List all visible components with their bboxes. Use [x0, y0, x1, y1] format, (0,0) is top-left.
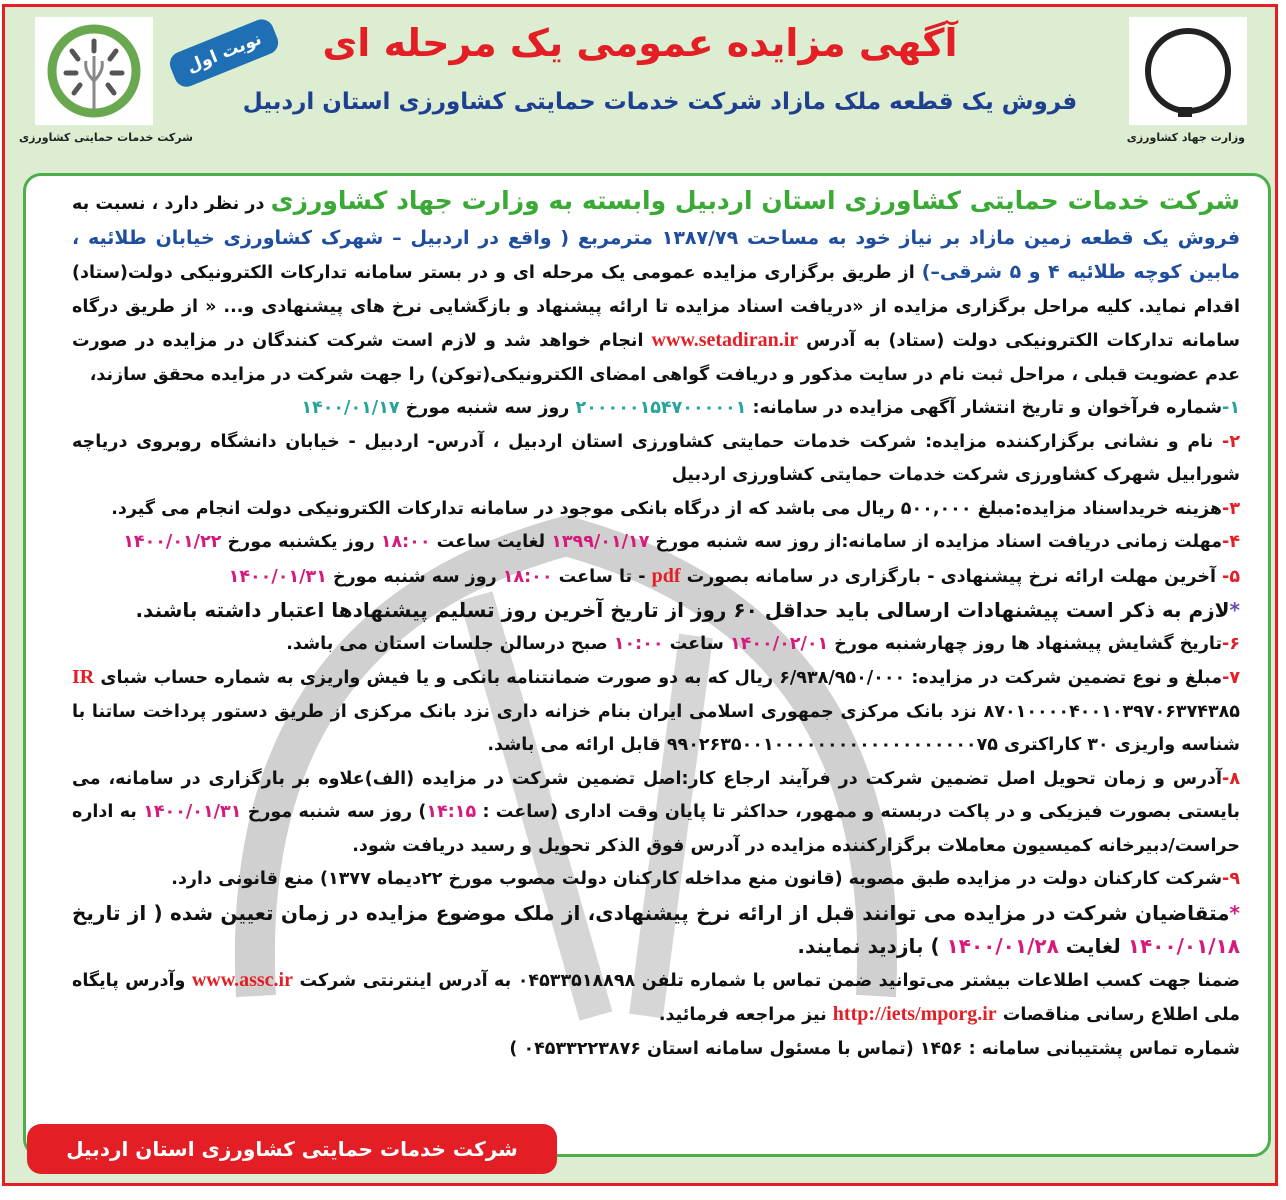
item-4	[72, 526, 1240, 560]
item-5	[72, 560, 1240, 595]
item-number: ۲-	[1222, 431, 1240, 452]
item-number: ۳-	[1222, 498, 1240, 519]
opening-date: ۱۴۰۰/۰۲/۰۱	[729, 633, 829, 654]
deadline-date: ۱۴۰۰/۰۱/۳۱	[228, 566, 327, 587]
item-number: ۷-	[1222, 668, 1241, 688]
item-text: شماره فرآخوان و تاریخ انتشار آگهی مزایده در سامانه:	[746, 398, 1223, 418]
contact-text: وآدرس پایگاه ملی اطلاع رسانی مناقصات	[72, 970, 1240, 1025]
notice-text	[72, 184, 1240, 1066]
item-text: مبلغ و نوع تضمین شرکت در مزایده: ۶/۹۳۸/۹۵۰/۰۰۰ ریال که به دو صورت ضمانتنامه بانکی و یا فیش واریزی به شماره حساب شبای	[94, 668, 1223, 688]
call-number: ۲۰۰۰۰۰۱۵۴۷۰۰۰۰۰۱	[575, 398, 747, 418]
delivery-date: ۱۴۰۰/۰۱/۳۱	[143, 802, 242, 822]
validity-note	[72, 594, 1240, 628]
item-2	[72, 426, 1240, 493]
company-heading: شرکت خدمات حمایتی کشاورزی استان اردبیل وابسته به وزارت جهاد کشاورزی	[270, 186, 1240, 215]
item-text: هزینه خریداسناد مزایده:مبلغ ۵۰۰,۰۰۰ ریال می باشد که از درگاه بانکی موجود در سامانه تدارکات الکترونیکی دولت انجام می گیرد.	[111, 498, 1223, 519]
item-6	[72, 628, 1240, 662]
setadiran-link[interactable]: www.setadiran.ir	[651, 329, 799, 351]
page-subtitle: فروش یک قطعه ملک مازاد شرکت خدمات حمایتی کشاورزی استان اردبیل	[242, 89, 1078, 115]
deadline-time: ۱۸:۰۰	[502, 566, 553, 587]
page-title: آگهی مزایده عمومی یک مرحله ای	[322, 21, 958, 65]
contact-text: ضمنا جهت کسب اطلاعات بیشتر می‌توانید ضمن تماس با شماره تلفن ۰۴۵۳۳۵۱۸۸۹۸ به آدرس اینترنتی شرکت	[292, 970, 1240, 991]
item-number: ۸-	[1222, 768, 1240, 789]
contact-text: نیز مراجعه فرمائید.	[658, 1005, 833, 1025]
opening-time: ۱۰:۰۰	[613, 633, 664, 654]
right-logo-caption: وزارت جهاد کشاورزی	[1126, 131, 1245, 144]
note-text: لازم به ذکر است پیشنهادات ارسالی باید حداقل ۶۰ روز از تاریخ آخرین روز تسلیم پیشنهادها اعتبار داشته باشند.	[135, 598, 1230, 622]
iban-prefix: IR	[72, 666, 95, 688]
visit-start-date: ۱۴۰۰/۰۱/۱۸	[1127, 934, 1240, 958]
item-text: نام و نشانی برگزارکننده مزایده: شرکت خدمات حمایتی کشاورزی استان اردبیل ، آدرس- اردبیل - خیابان دانشگاه روبروی دریاچه شورابیل شهرک کشاورزی شرکت خدمات حمایتی کشاورزی اردبیل	[72, 431, 1240, 485]
item-text: روز سه شنبه مورخ	[399, 398, 576, 418]
item-text: به اداره حراست/دبیرخانه کمیسیون معاملات برگزارکننده مزایده در آدرس فوق الذکر تحویل و رسید دریافت شود.	[72, 802, 1240, 856]
item-number: ۶-	[1222, 633, 1240, 654]
item-text: - تا ساعت	[552, 566, 652, 587]
note-text: لغایت	[1058, 934, 1128, 958]
support-contact: شماره تماس پشتیبانی سامانه : ۱۴۵۶ (تماس با مسئول سامانه استان ۰۴۵۳۳۲۲۳۸۷۶ )	[509, 1038, 1240, 1059]
iets-link[interactable]: http://iets/mporg.ir	[832, 1003, 997, 1025]
item-text: روز سه شنبه مورخ	[326, 566, 503, 587]
publish-date: ۱۴۰۰/۰۱/۱۷	[301, 398, 400, 418]
note-text: متقاضیان شرکت در مزایده می توانند قبل از ارائه نرخ پیشنهادی، از ملک موضوع مزایده در زمان تعیین شده ( از تاریخ	[72, 900, 1230, 925]
left-logo-caption: شرکت خدمات حمایتی کشاورزی	[19, 131, 193, 144]
delivery-time: ۱۴:۱۵	[426, 802, 477, 822]
item-text: مهلت زمانی دریافت اسناد مزایده از سامانه:از روز سه شنبه مورخ	[649, 532, 1223, 552]
visit-note	[72, 897, 1240, 964]
first-notice-badge: نوبت اول	[166, 16, 282, 91]
footer-company-banner: شرکت خدمات حمایتی کشاورزی استان اردبیل	[27, 1124, 557, 1174]
jihad-agriculture-logo	[1129, 17, 1247, 125]
intro-paragraph	[72, 184, 1240, 392]
pdf-format: pdf	[651, 564, 681, 587]
star-icon: *	[1229, 900, 1240, 925]
item-text: آدرس و زمان تحویل اصل تضمین شرکت در فرآیند ارجاع کار:اصل تضمین شرکت در مزایده (الف)علاوه بر بارگزاری در سامانه، می بایستی بصورت فیزیکی و در پاکت دربسته و ممهور، حداکثر تا پایان وقت اداری (ساعت :	[72, 768, 1240, 822]
intro-text: از طریق برگزاری مزایده عمومی یک مرحله ای و در بستر سامانه تدارکات الکترونیکی دولت(ستاد) اقدام نماید. کلیه مراحل برگزاری مزایده از «دریافت اسناد مزایده تا ارائه پیشنهاد و بازگشایی نرخ های پیشنهادی و... « از طریق درگاه سامانه تدارکات الکترونیکی دولت (ستاد) به آدرس	[72, 263, 1240, 351]
item-8	[72, 763, 1240, 864]
notice-body	[23, 173, 1271, 1157]
advertisement	[2, 4, 1278, 1186]
item-text: آخرین مهلت ارائه نرخ پیشنهادی - بارگزاری در سامانه بصورت	[680, 566, 1223, 587]
item-number: ۵-	[1222, 566, 1240, 587]
deadline-time: ۱۸:۰۰	[380, 532, 431, 552]
item-text: شرکت کارکنان دولت در مزایده طبق مصوبه (قانون منع مداخله کارکنان دولت مصوب مورخ ۲۲دیماه ۱۳۷۷) منع قانونی دارد.	[171, 869, 1223, 889]
item-9	[72, 863, 1240, 897]
item-text: ۸۷۰۱۰۰۰۰۴۰۰۱۰۳۹۷۰۶۳۷۴۳۸۵ نزد بانک مرکزی جمهوری اسلامی ایران بنام خزانه داری نزد بانک مرکزی از طریق دستور پرداخت ساتنا با شناسه واریزی ۳۰ کاراکتری ۹۹۰۲۶۳۵۰۰۱۰۰۰۰۰۰۰۰۰۰۰۰۰۰۰۰۰۰۰۷۵ قابل ارائه می باشد.	[72, 701, 1240, 755]
assc-link[interactable]: www.assc.ir	[191, 968, 293, 991]
item-text: روز یکشنبه مورخ	[221, 532, 381, 552]
start-date: ۱۳۹۹/۰۱/۱۷	[551, 532, 650, 552]
item-text: صبح درسالن جلسات استان می باشد.	[286, 633, 614, 654]
visit-end-date: ۱۴۰۰/۰۱/۲۸	[946, 934, 1059, 958]
intro-text: در نظر دارد ، نسبت به	[72, 194, 271, 214]
item-text: لغایت ساعت	[430, 532, 552, 552]
item-number: ۴-	[1222, 532, 1240, 552]
item-text: ) روز سه شنبه مورخ	[241, 802, 427, 822]
item-number: ۹-	[1222, 869, 1240, 889]
item-7	[72, 661, 1240, 763]
end-date: ۱۴۰۰/۰۱/۲۲	[123, 532, 222, 552]
item-text: ساعت	[663, 633, 730, 654]
property-description: فروش یک قطعه زمین مازاد بر نیاز خود به مساحت ۱۳۸۷/۷۹ مترمربع ( واقع در اردبیل – شهرک کشاورزی خیابان طلائیه ، مابین کوچه طلائیه ۴ و ۵ شرقی–)	[72, 226, 1241, 283]
note-text: ) بازدید نمایند.	[797, 934, 947, 958]
intro-text: انجام خواهد شد و لازم است شرکت کنندگان در مزایده در صورت عدم عضویت قبلی ، مراحل ثبت نام در سایت مذکور و دریافت گواهی امضای الکترونیکی(توکن) را جهت شرکت در مزایده محقق سازند،	[72, 331, 1240, 385]
item-1	[72, 392, 1240, 426]
contact-paragraph	[72, 964, 1240, 1033]
star-icon: *	[1229, 598, 1240, 622]
item-3	[72, 493, 1240, 527]
item-text: تاریخ گشایش پیشنهاد ها روز چهارشنبه مورخ	[828, 633, 1223, 654]
item-number: ۱-	[1222, 398, 1240, 418]
